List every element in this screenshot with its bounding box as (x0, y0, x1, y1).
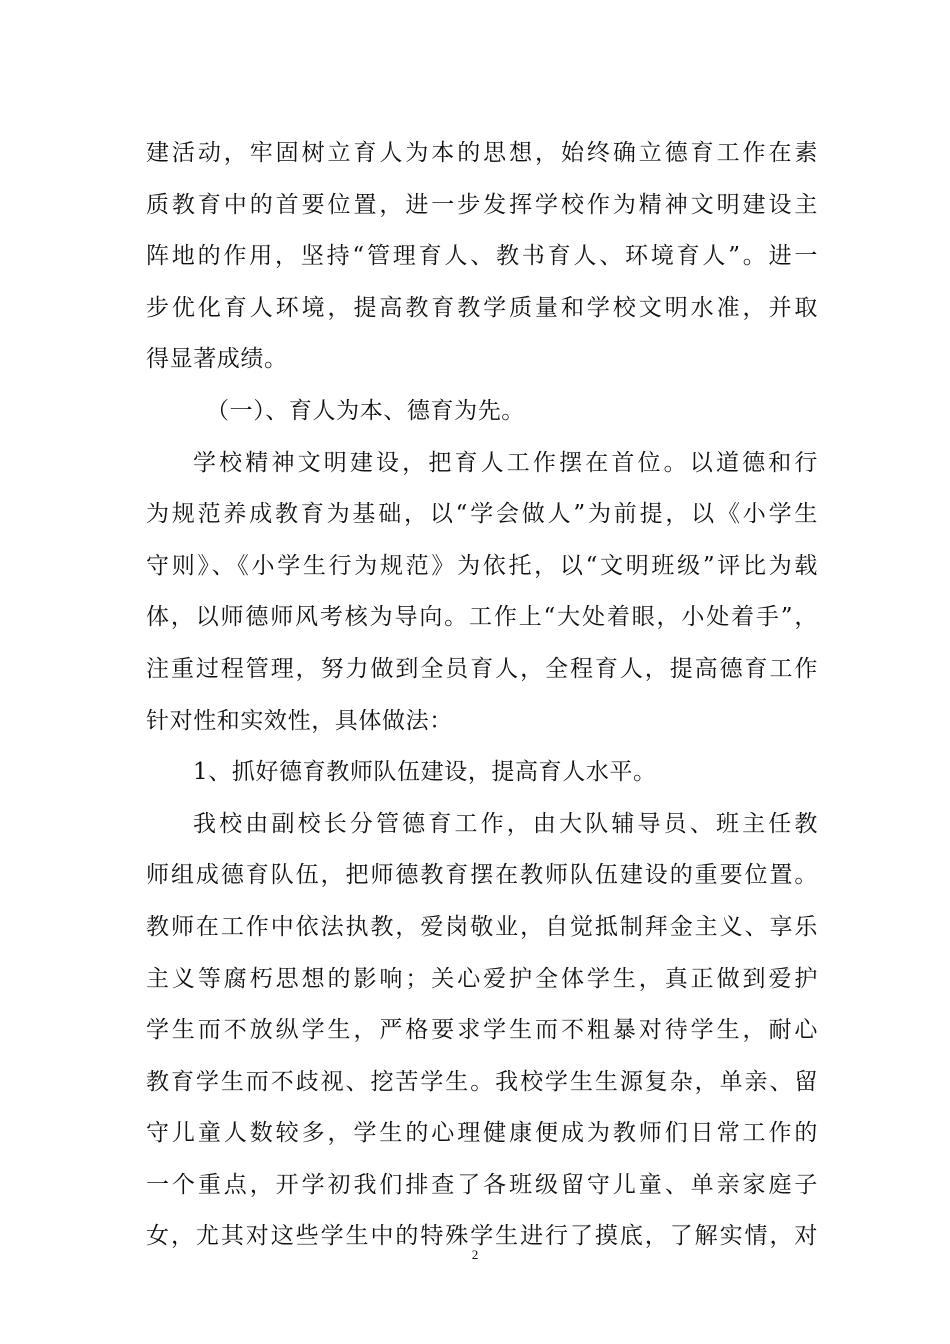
text-line: 注重过程管理，努力做到全员育人，全程育人，提高德育工作 (146, 655, 818, 682)
text-line: 学校精神文明建设，把育人工作摆在首位。以道德和行 (193, 449, 818, 476)
section-heading: （一）、育人为本、德育为先。 (206, 397, 525, 424)
text-line: 建活动，牢固树立育人为本的思想，始终确立德育工作在素 (146, 140, 818, 166)
text-line: 为规范养成教育为基础，以“学会做人”为前提，以《小学生 (146, 501, 818, 528)
text-line: 守儿童人数较多，学生的心理健康便成为教师们日常工作的 (146, 1120, 818, 1147)
text-line: 质教育中的首要位置，进一步发挥学校作为精神文明建设主 (146, 191, 818, 218)
text-line: 一个重点，开学初我们排查了各班级留守儿童、单亲家庭子 (146, 1171, 818, 1198)
text-line: 师组成德育队伍，把师德教育摆在教师队伍建设的重要位置。 (146, 862, 818, 889)
text-line: 我校由副校长分管德育工作，由大队辅导员、班主任教 (193, 810, 818, 837)
page-number: 2 (471, 1247, 479, 1262)
text-line: 学生而不放纵学生，严格要求学生而不粗暴对待学生，耐心 (146, 1017, 818, 1044)
text-line: 主义等腐朽思想的影响；关心爱护全体学生，真正做到爱护 (146, 965, 818, 992)
text-line: 守则》、《小学生行为规范》为依托，以“文明班级”评比为载 (146, 552, 818, 579)
text-line: 教师在工作中依法执教，爱岗敬业，自觉抵制拜金主义、享乐 (146, 913, 818, 940)
text-line: 女，尤其对这些学生中的特殊学生进行了摸底，了解实情，对 (146, 1223, 818, 1250)
text-line: 得显著成绩。 (146, 346, 288, 373)
subsection-heading: 1、抓好德育教师队伍建设，提高育人水平。 (193, 759, 657, 786)
text-line: 步优化育人环境，提高教育教学质量和学校文明水准，并取 (146, 294, 818, 321)
text-line: 教育学生而不歧视、挖苦学生。我校学生生源复杂，单亲、留 (146, 1068, 818, 1095)
text-line: 体，以师德师风考核为导向。工作上“大处着眼，小处着手”， (146, 604, 818, 631)
body-text (146, 128, 818, 1263)
text-line: 针对性和实效性，具体做法： (146, 707, 453, 734)
text-line: 阵地的作用，坚持“管理育人、教书育人、环境育人”。进一 (146, 243, 818, 270)
